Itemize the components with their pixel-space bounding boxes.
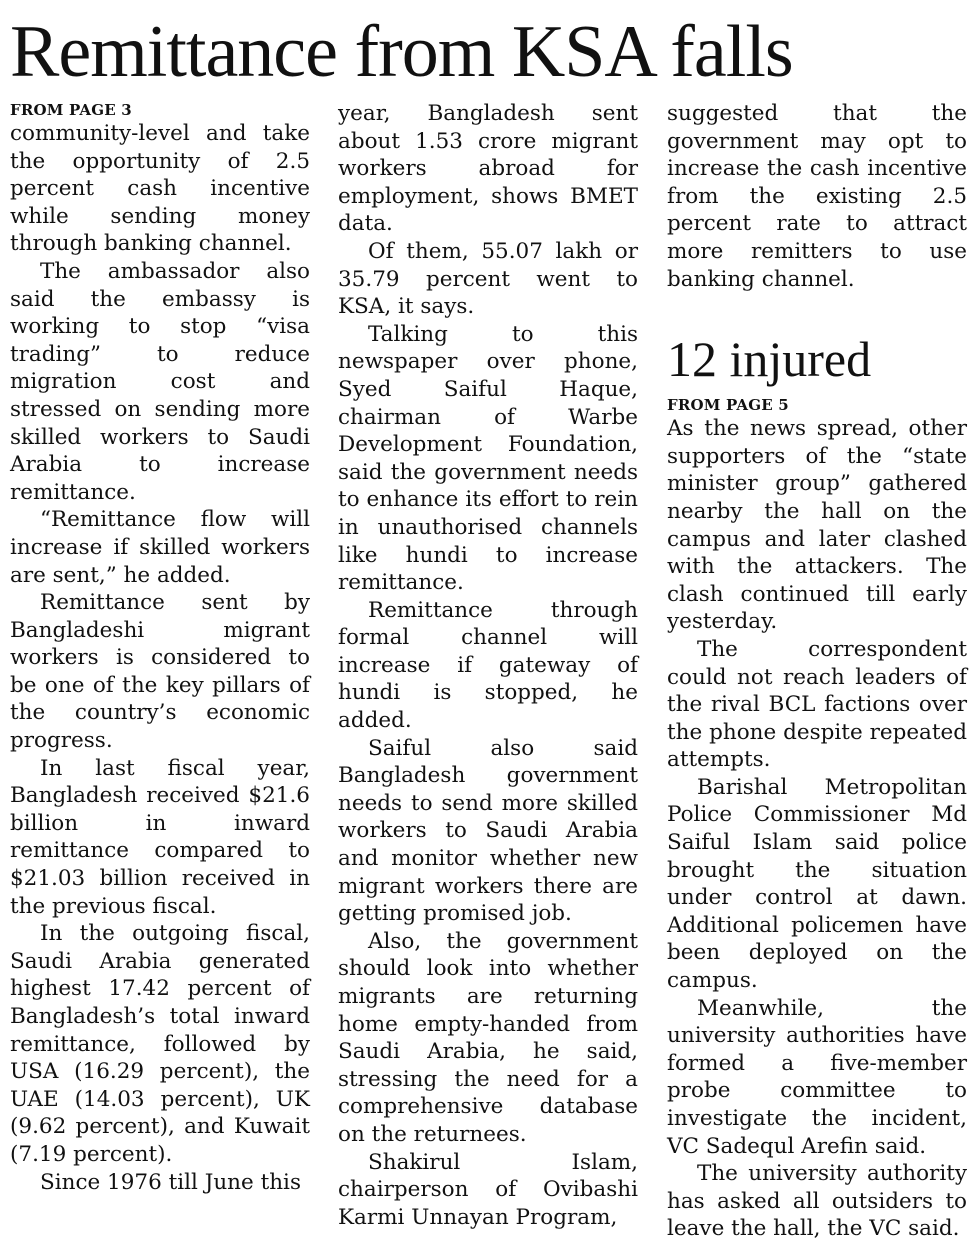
article-paragraph: Shakirul Islam, chairperson of Ovibashi Karmi Unnayan Program, bbox=[338, 1149, 638, 1230]
article-paragraph: Talking to this newspaper over phone, Syed Saiful Haque, chairman of Warbe Development Foundation, said the government needs to enhance its effort to rein in unauthorised channels like hundi to increase remittance. bbox=[338, 321, 638, 596]
article-paragraph: The university authority has asked all outsiders to leave the hall, the VC said. bbox=[667, 1161, 967, 1242]
article-paragraph: As the news spread, other supporters of the “state minister group” gathered nearby the hall on the campus and later clashed with the attackers. The clash continued till early yesterday. bbox=[667, 416, 967, 635]
article-paragraph: Barishal Metropolitan Police Commissioner Md Saiful Islam said police brought the situation under control at dawn. Additional policemen have been deployed on the campus. bbox=[667, 774, 967, 994]
article-column-1 bbox=[10, 100, 310, 1196]
article-paragraph: Meanwhile, the university authorities have formed a five-member probe committee to investigate the incident, VC Sadequl Arefin said. bbox=[667, 995, 967, 1159]
article-paragraph: Of them, 55.07 lakh or 35.79 percent went to KSA, it says. bbox=[338, 238, 638, 320]
article-paragraph: “Remittance flow will increase if skilled workers are sent,” he added. bbox=[10, 507, 310, 588]
second-article-kicker: FROM PAGE 5 bbox=[667, 396, 789, 415]
article-kicker: FROM PAGE 3 bbox=[10, 101, 132, 119]
article-paragraph: Remittance through formal channel will increase if gateway of hundi is stopped, he added. bbox=[338, 597, 638, 734]
article-paragraph: suggested that the government may opt to increase the cash incentive from the existing 2.5 percent rate to attract more remitters to use banking channel. bbox=[667, 101, 967, 292]
article-paragraph: In the outgoing fiscal, Saudi Arabia generated highest 17.42 percent of Bangladesh’s total inward remittance, followed by USA (16.29 percent), the UAE (14.03 percent), UK (9.62 percent), and Kuwait (7.19 percent). bbox=[10, 921, 310, 1167]
article-column-3 bbox=[667, 100, 967, 1243]
article-paragraph: The correspondent could not reach leaders of the rival BCL factions over the phone despite repeated attempts. bbox=[667, 636, 967, 773]
article-paragraph: The ambassador also said the embassy is working to stop “visa trading” to reduce migration cost and stressed on sending more skilled workers to Saudi Arabia to increase remittance. bbox=[10, 258, 310, 505]
article-paragraph: Since 1976 till June this bbox=[40, 1169, 301, 1195]
article-paragraph: Saiful also said Bangladesh government needs to send more skilled workers to Saudi Arabia and monitor whether new migrant workers there are getting promised job. bbox=[338, 735, 638, 927]
second-article-headline: 12 injured bbox=[667, 331, 872, 388]
article-paragraph: year, Bangladesh sent about 1.53 crore migrant workers abroad for employment, shows BMET data. bbox=[338, 101, 638, 237]
article-paragraph: community-level and take the opportunity of 2.5 percent cash incentive while sending money through banking channel. bbox=[10, 121, 310, 257]
article-paragraph: In last fiscal year, Bangladesh received $21.6 billion in inward remittance compared to $21.03 billion received in the previous fiscal. bbox=[10, 755, 310, 919]
article-column-2 bbox=[338, 100, 638, 1231]
article-paragraph: Also, the government should look into whether migrants are returning home empty-handed from Saudi Arabia, he said, stressing the need for a comprehensive database on the returnees. bbox=[338, 928, 638, 1147]
page-headline: Remittance from KSA falls bbox=[10, 11, 793, 93]
article-paragraph: Remittance sent by Bangladeshi migrant workers is considered to be one of the key pillars of the country’s economic progress. bbox=[10, 590, 310, 754]
